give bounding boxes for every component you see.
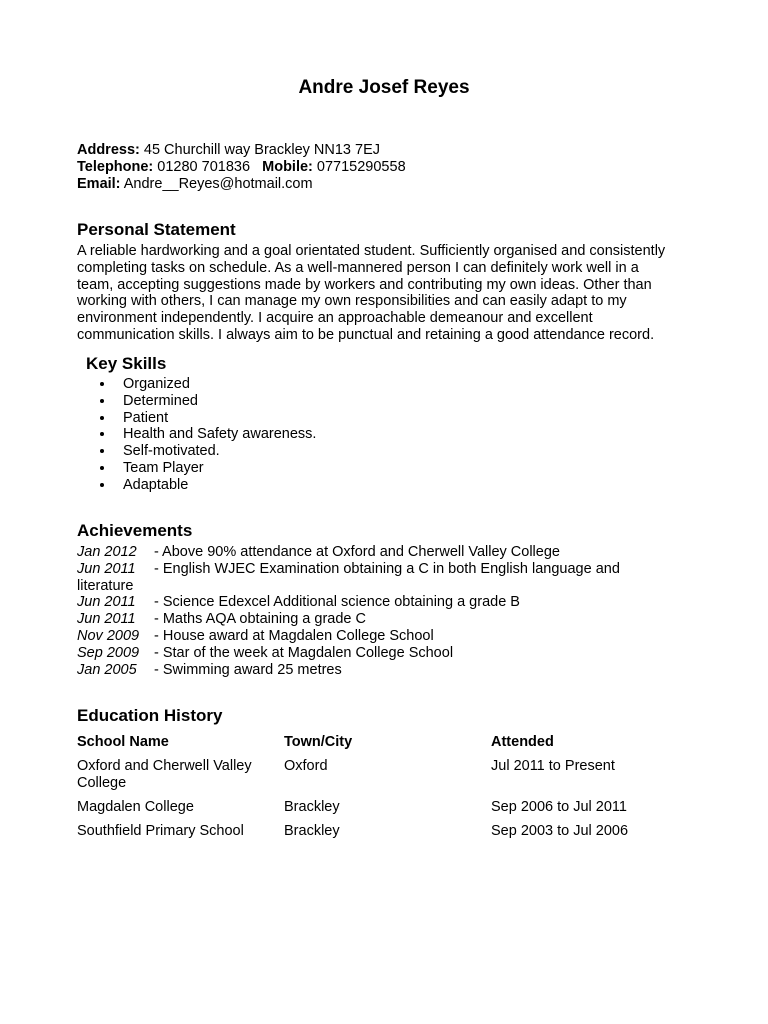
list-item <box>96 460 316 477</box>
bullet-icon <box>100 483 104 487</box>
school-name-cont: College <box>77 775 127 791</box>
skill-label: Patient <box>123 409 169 426</box>
achievement-row <box>77 594 620 611</box>
town-cell: Brackley <box>284 823 340 839</box>
achievements-list <box>77 544 620 678</box>
town-cell: Brackley <box>284 799 340 815</box>
column-header-attended: Attended <box>491 734 554 750</box>
skill-label: Determined <box>123 392 198 409</box>
achievement-row <box>77 628 620 645</box>
key-skills-list <box>96 376 316 494</box>
education-table <box>77 734 691 847</box>
statement-line: team, accepting suggestions made by workers and contributing my own ideas. Other than <box>77 276 652 293</box>
bullet-icon <box>100 399 104 403</box>
skill-label: Self-motivated. <box>123 443 220 460</box>
list-item <box>96 426 316 443</box>
achievement-date: Jan 2012 <box>77 544 137 560</box>
email-value: Andre__Reyes@hotmail.com <box>123 176 313 192</box>
mobile-label: Mobile: <box>262 159 313 175</box>
achievement-continuation: literature <box>77 577 134 594</box>
statement-line: environment independently. I acquire an approachable demeanour and excellent <box>77 310 593 327</box>
table-row <box>77 823 691 847</box>
achievement-row <box>77 645 620 662</box>
school-cell <box>77 823 284 847</box>
skill-label: Organized <box>123 376 190 392</box>
email-row <box>77 176 406 193</box>
achievement-text: - Above 90% attendance at Oxford and Cherwell Valley College <box>154 544 560 560</box>
achievement-row <box>77 544 620 561</box>
table-row <box>77 799 691 823</box>
list-item <box>96 443 316 460</box>
bullet-icon <box>100 416 104 420</box>
key-skills-heading: Key Skills <box>86 354 167 373</box>
achievement-text: - Star of the week at Magdalen College School <box>154 644 454 661</box>
school-cell <box>77 758 284 799</box>
statement-line: communication skills. I always aim to be punctual and retaining a good attendance record. <box>77 326 655 343</box>
attended-cell: Sep 2003 to Jul 2006 <box>491 823 629 839</box>
list-item <box>96 393 316 410</box>
achievement-row <box>77 561 620 578</box>
table-row <box>77 758 691 799</box>
achievement-text: - Science Edexcel Additional science obtaining a grade B <box>154 594 520 611</box>
bullet-icon <box>100 382 104 386</box>
education-heading: Education History <box>77 706 223 725</box>
achievement-date: Nov 2009 <box>77 627 140 644</box>
column-header-town: Town/City <box>284 734 353 750</box>
achievement-date: Sep 2009 <box>77 644 140 661</box>
statement-line: completing tasks on schedule. As a well-mannered person I can definitely work well in a <box>77 259 639 276</box>
achievement-text: - Swimming award 25 metres <box>154 661 342 678</box>
telephone-label: Telephone: <box>77 159 154 175</box>
telephone-value: 01280 701836 <box>157 159 251 175</box>
achievement-text: - Maths AQA obtaining a grade C <box>154 611 366 628</box>
achievement-date: Jun 2011 <box>77 611 136 628</box>
list-item <box>96 376 316 393</box>
attended-cell: Sep 2006 to Jul 2011 <box>491 799 627 815</box>
achievement-date: Jun 2011 <box>77 560 136 577</box>
candidate-name: Andre Josef Reyes <box>298 77 470 98</box>
skill-label: Team Player <box>123 459 204 476</box>
achievement-text: - House award at Magdalen College School <box>154 627 434 644</box>
school-name: Southfield Primary School <box>77 823 244 839</box>
school-name: Oxford and Cherwell Valley <box>77 758 252 774</box>
list-item <box>96 477 316 494</box>
personal-statement-text <box>77 243 717 344</box>
achievement-row <box>77 662 620 679</box>
table-header-row <box>77 734 691 758</box>
personal-statement-heading: Personal Statement <box>77 220 236 239</box>
attended-cell: Jul 2011 to Present <box>491 758 615 774</box>
town-cell: Oxford <box>284 758 328 774</box>
column-header-school: School Name <box>77 734 169 750</box>
bullet-icon <box>100 449 104 453</box>
achievement-date: Jun 2011 <box>77 594 136 611</box>
mobile-value: 07715290558 <box>316 159 406 175</box>
address-label: Address: <box>77 142 140 158</box>
bullet-icon <box>100 432 104 436</box>
bullet-icon <box>100 466 104 470</box>
achievement-text: - English WJEC Examination obtaining a C in both English language and <box>154 560 620 577</box>
list-item <box>96 410 316 427</box>
email-label: Email: <box>77 176 121 192</box>
skill-label: Adaptable <box>123 476 189 493</box>
achievement-row <box>77 611 620 628</box>
address-value: 45 Churchill way Brackley NN13 7EJ <box>143 142 381 158</box>
school-name: Magdalen College <box>77 799 194 815</box>
phone-row <box>77 159 406 176</box>
achievement-date: Jan 2005 <box>77 661 137 678</box>
school-cell <box>77 799 284 823</box>
statement-line: A reliable hardworking and a goal orientated student. Sufficiently organised and consistently <box>77 243 666 259</box>
contact-block <box>77 142 406 193</box>
skill-label: Health and Safety awareness. <box>123 426 317 443</box>
address-row <box>77 142 406 159</box>
statement-line: working with others, I can manage my own responsibilities and can easily adapt to my <box>77 293 627 310</box>
achievements-heading: Achievements <box>77 521 193 540</box>
